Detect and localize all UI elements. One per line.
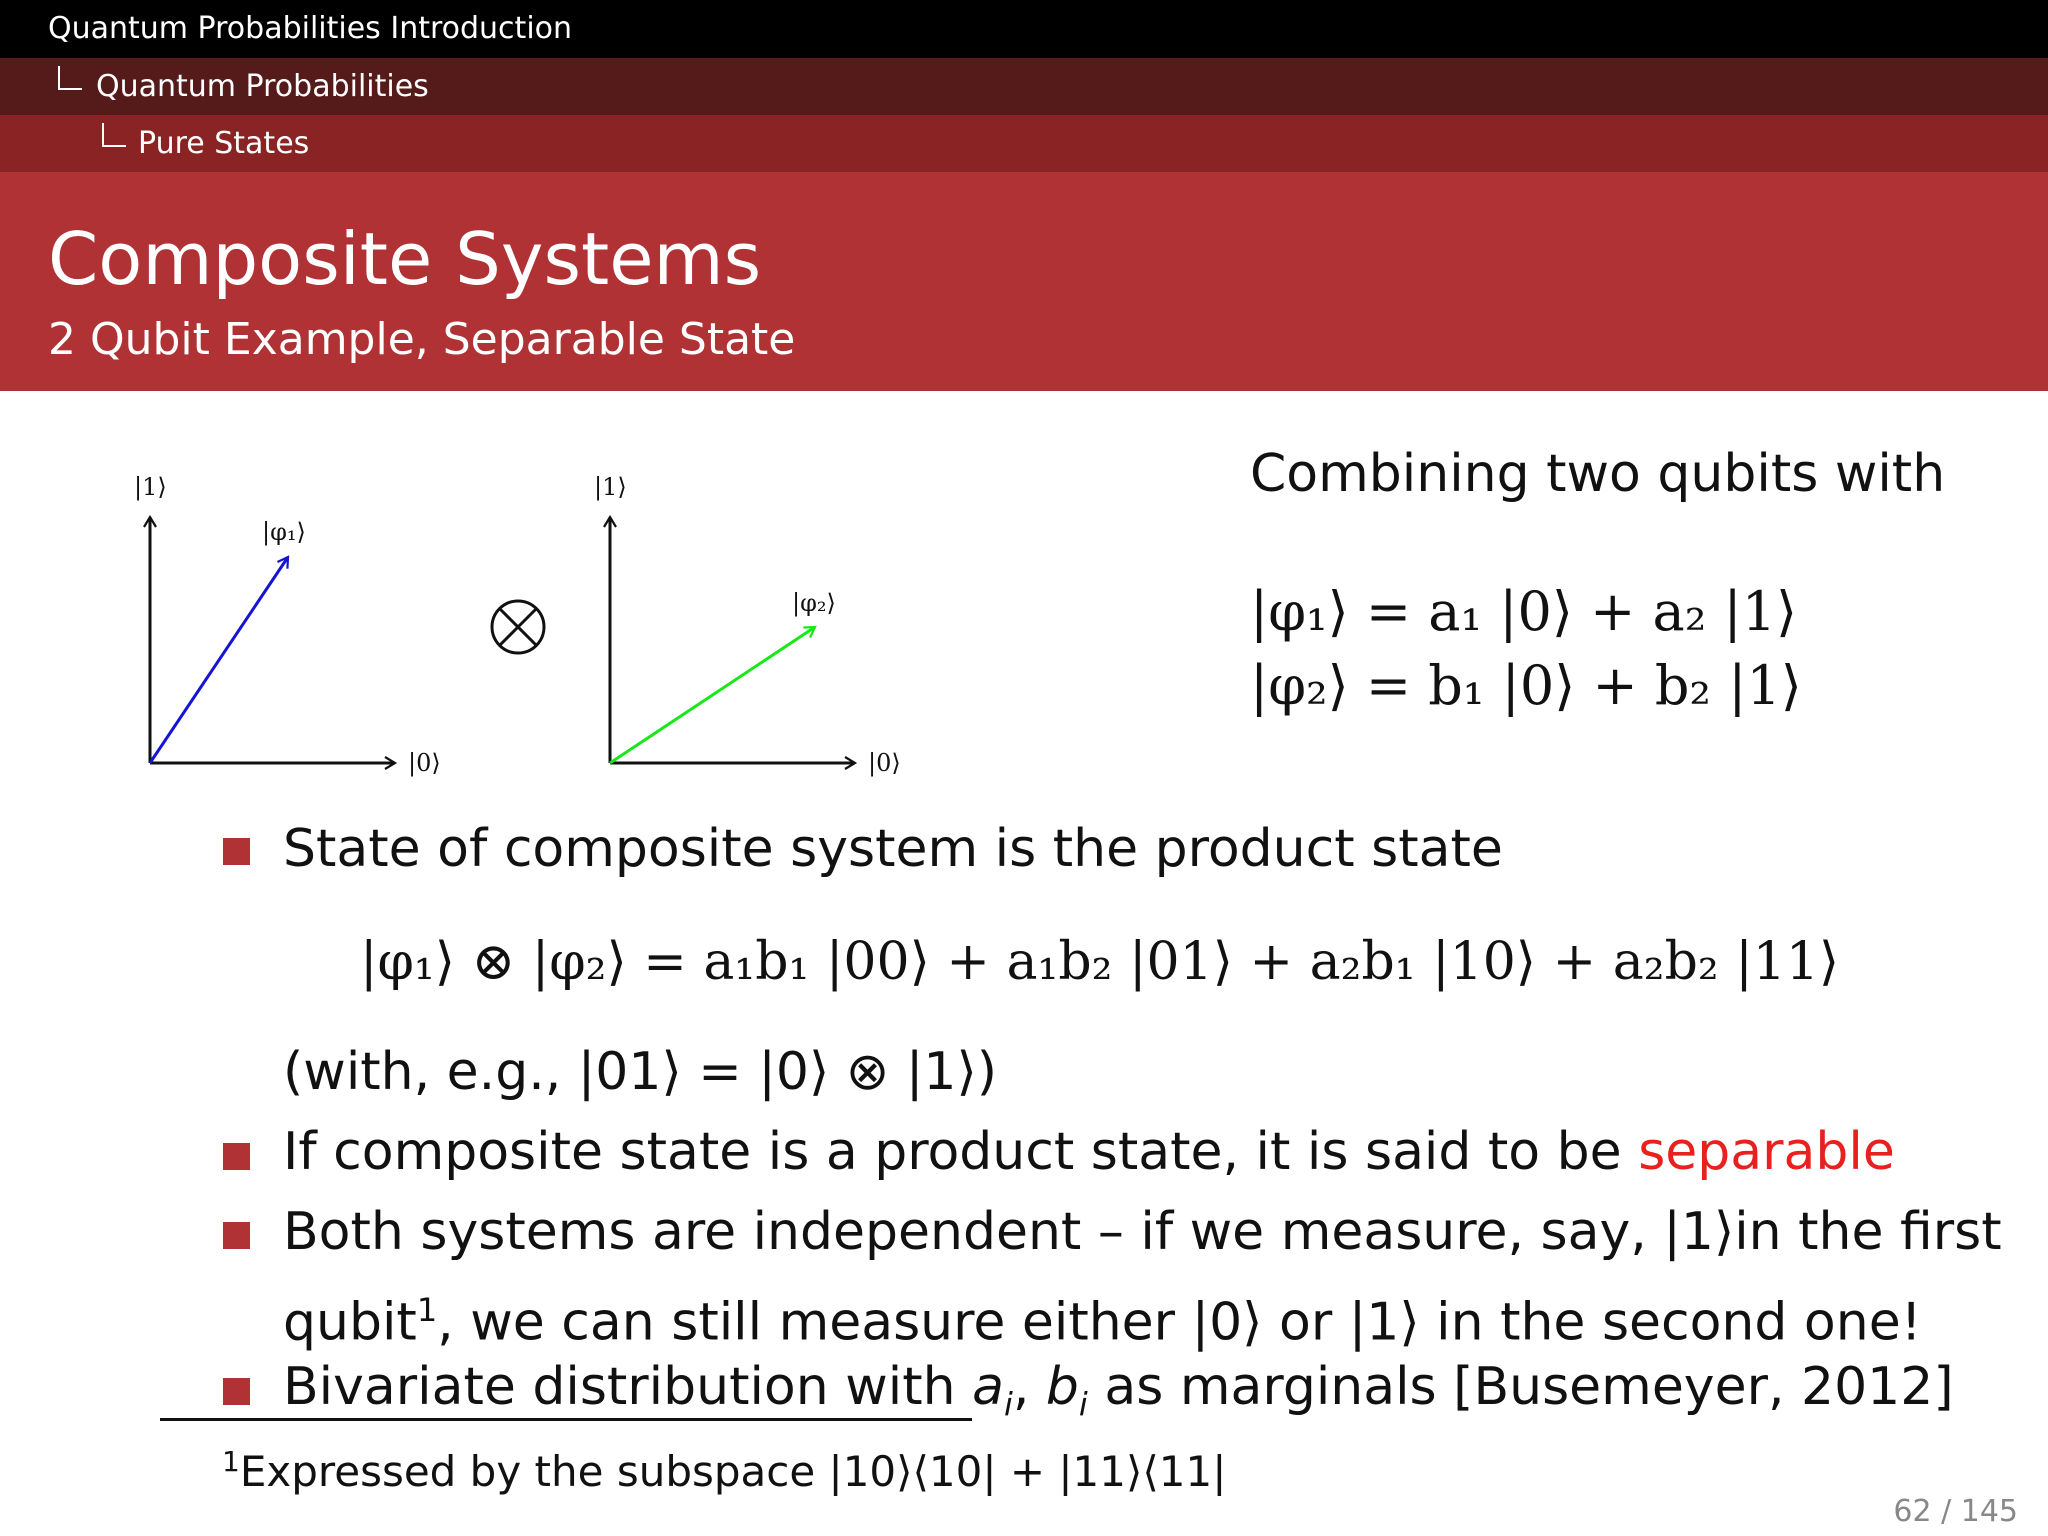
page-number: 62 / 145: [1893, 1494, 2018, 1529]
bullet-product-state: State of composite system is the product state: [283, 819, 1503, 879]
qubit-diagram: [110, 455, 930, 795]
bullet-marker: [223, 1378, 250, 1405]
slide-title-bar: [0, 172, 2048, 391]
bivariate-pre: Bivariate distribution with: [283, 1357, 973, 1417]
footnote-ref[interactable]: 1: [416, 1291, 438, 1329]
bullet-bivariate: [283, 1355, 1954, 1436]
right-y-label: |1⟩: [594, 473, 627, 501]
bullet-marker: [223, 1143, 250, 1170]
phi2-equation: |φ₂⟩ = b₁ |0⟩ + b₂ |1⟩: [1250, 654, 1802, 717]
bullet-marker: [223, 838, 250, 865]
sub-i: i: [1003, 1385, 1013, 1424]
left-y-label: |1⟩: [134, 473, 167, 501]
bullet-independent-line1: Both systems are independent – if we measure, say, |1⟩in the first: [283, 1202, 2002, 1262]
tree-branch-icon: [58, 66, 82, 90]
sub-i: i: [1078, 1385, 1088, 1424]
tensor-product-icon: [492, 601, 544, 653]
nav-subsubsection[interactable]: Pure States: [138, 126, 310, 161]
footnote: [222, 1432, 1226, 1502]
intro-text: Combining two qubits with: [1250, 444, 1946, 504]
phi1-vector: [150, 557, 288, 763]
footnote-mark: 1: [222, 1445, 240, 1478]
bullet-marker: [223, 1222, 250, 1249]
var-comma: ,: [1012, 1357, 1046, 1417]
separable-sentence: If composite state is a product state, it is said to be: [283, 1122, 1639, 1182]
bullet-separable: [283, 1120, 1895, 1184]
var-a: a: [972, 1357, 1004, 1417]
var-b: b: [1045, 1357, 1079, 1417]
phi1-label: |φ₁⟩: [262, 518, 306, 546]
example-note: (with, e.g., |01⟩ = |0⟩ ⊗ |1⟩): [283, 1042, 998, 1102]
nav-subsection[interactable]: Quantum Probabilities: [96, 69, 429, 104]
qubit-word: qubit: [283, 1292, 417, 1353]
nav-section[interactable]: Quantum Probabilities Introduction: [48, 11, 573, 46]
separable-highlight: separable: [1638, 1122, 1895, 1182]
footnote-rule: [160, 1418, 972, 1421]
tree-branch-icon: [102, 123, 126, 147]
product-state-equation: |φ₁⟩ ⊗ |φ₂⟩ = a₁b₁ |00⟩ + a₁b₂ |01⟩ + a₂b₁ |10⟩ + a₂b₂ |11⟩: [360, 932, 1840, 992]
right-x-label: |0⟩: [868, 749, 901, 777]
nav-section-band: [0, 0, 2048, 58]
bullet-independent-line2: [283, 1278, 1922, 1354]
left-x-label: |0⟩: [408, 749, 441, 777]
phi2-label: |φ₂⟩: [792, 589, 836, 617]
bivariate-post: as marginals [Busemeyer, 2012]: [1087, 1357, 1954, 1417]
slide-title: Composite Systems: [48, 217, 762, 301]
nav-subsection-band: [0, 58, 2048, 115]
phi1-equation: |φ₁⟩ = a₁ |0⟩ + a₂ |1⟩: [1250, 580, 1798, 643]
slide-subtitle: 2 Qubit Example, Separable State: [48, 314, 796, 365]
phi2-vector: [610, 627, 815, 763]
independent-rest: , we can still measure either |0⟩ or |1⟩ in the second one!: [437, 1292, 1922, 1353]
footnote-text: Expressed by the subspace |10⟩⟨10| + |11⟩⟨11|: [239, 1447, 1227, 1496]
nav-subsubsection-band: [0, 115, 2048, 172]
